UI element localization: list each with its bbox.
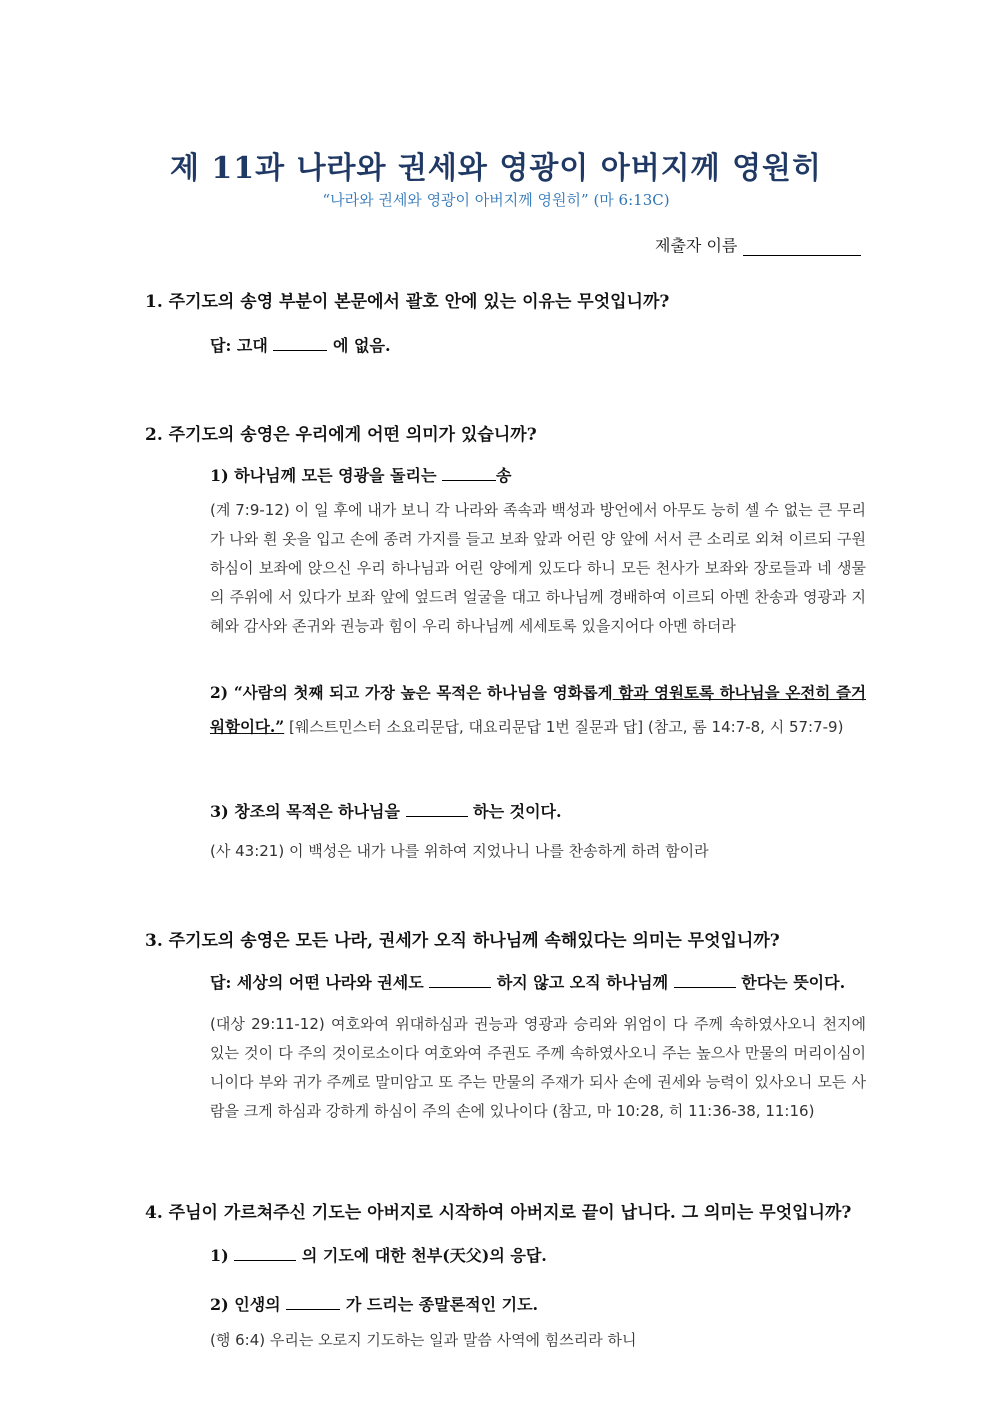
- q2-item-2-quote-b: 함과 영원토록 하나님을 온전히 즐거워: [210, 683, 867, 736]
- answer-3-blank-1[interactable]: [429, 973, 491, 988]
- submitter-label: 제출자 이름: [655, 236, 738, 255]
- q4-item-2-prefix: 2) 인생의: [210, 1295, 281, 1314]
- answer-1: [210, 333, 391, 356]
- q4-item-2: [210, 1292, 538, 1315]
- q2-item-2-quote-a: 2) “사람의 첫째 되고 가장 높은 목적은 하나님을 영화롭게: [210, 683, 613, 702]
- q4-item-2-blank[interactable]: [286, 1295, 340, 1310]
- q2-item-3: [210, 799, 562, 822]
- answer-3-suffix: 한다는 뜻이다.: [741, 973, 846, 992]
- q2-item-1-prefix: 1) 하나님께 모든 영광을 돌리는: [210, 466, 437, 485]
- q4-item-1-blank[interactable]: [234, 1246, 296, 1261]
- answer-1-suffix: 에 없음.: [333, 336, 391, 355]
- q3-reference: (대상 29:11-12) 여호와여 위대하심과 권능과 영광과 승리와 위엄이 다 주께 속하였사오니 천지에 있는 것이 다 주의 것이로소이다 여호와여 주권도 주께 속하였사오니 주는 높으사 만물의 머리이심이니이다 부와 귀가 주께로 말미암고 또 주는 만물의 주재가 되사 손에 권세와 능력이 있사오니 모든 사람을 크게 하심과 강하게 하심이 주의 손에 있나이다 (참고, 마 10:28, 히 11:36-38, 11:16): [210, 1015, 866, 1120]
- q2-item-3-suffix: 하는 것이다.: [473, 802, 562, 821]
- answer-3-blank-2[interactable]: [674, 973, 736, 988]
- q2-item-1-suffix: 송: [496, 466, 512, 485]
- q2-item-1: [210, 463, 512, 486]
- q2-item-3-reference: (사 43:21) 이 백성은 내가 나를 위하여 지었나니 나를 찬송하게 하려 함이라: [210, 842, 709, 860]
- answer-1-prefix: 답: 고대: [210, 336, 268, 355]
- q4-item-2-suffix: 가 드리는 종말론적인 기도.: [345, 1295, 539, 1314]
- question-1: 1. 주기도의 송영 부분이 본문에서 괄호 안에 있는 이유는 무엇입니까?: [145, 292, 670, 312]
- question-3: 3. 주기도의 송영은 모든 나라, 권세가 오직 하나님께 속해있다는 의미는 무엇입니까?: [145, 931, 780, 951]
- q4-item-1: [210, 1243, 547, 1266]
- question-2: 2. 주기도의 송영은 우리에게 어떤 의미가 있습니까?: [145, 425, 537, 445]
- q2-item-3-prefix: 3) 창조의 목적은 하나님을: [210, 802, 400, 821]
- answer-3-prefix: 답: 세상의 어떤 나라와 권세도: [210, 973, 424, 992]
- page-subtitle: “나라와 권세와 영광이 아버지께 영원히” (마 6:13C): [322, 191, 670, 209]
- q2-item-2-reference: [웨스트민스터 소요리문답, 대요리문답 1번 질문과 답] (참고, 롬 14:7-8, 시 57:7-9): [284, 718, 844, 736]
- answer-3: [210, 970, 845, 993]
- page-title: 제 11과 나라와 권세와 영광이 아버지께 영원히: [169, 151, 823, 186]
- answer-3-middle: 하지 않고 오직 하나님께: [496, 973, 669, 992]
- question-4: 4. 주님이 가르쳐주신 기도는 아버지로 시작하여 아버지로 끝이 납니다. 그 의미는 무엇입니까?: [145, 1203, 852, 1223]
- submitter-field: [655, 233, 870, 256]
- q2-item-1-blank[interactable]: [442, 466, 496, 481]
- q2-item-3-blank[interactable]: [406, 802, 468, 817]
- q4-reference: (행 6:4) 우리는 오로지 기도하는 일과 말씀 사역에 힘쓰리라 하니: [210, 1331, 637, 1349]
- q4-item-1-prefix: 1): [210, 1246, 229, 1265]
- submitter-blank[interactable]: [743, 240, 861, 256]
- q4-item-1-suffix: 의 기도에 대한 천부(天父)의 응답.: [301, 1246, 547, 1265]
- q2-item-2: [210, 676, 866, 744]
- answer-1-blank[interactable]: [273, 336, 327, 351]
- q2-item-2-quote-c: 함이다.”: [224, 717, 285, 736]
- q2-item-1-reference: (계 7:9-12) 이 일 후에 내가 보니 각 나라와 족속과 백성과 방언에서 아무도 능히 셀 수 없는 큰 무리가 나와 흰 옷을 입고 손에 종려 가지를 들고 보좌 앞과 어린 양 앞에 서서 큰 소리로 외쳐 이르되 구원하심이 보좌에 앉으신 우리 하나님과 어린 양에게 있도다 하니 모든 천사가 보좌와 장로들과 네 생물의 주위에 서 있다가 보좌 앞에 엎드려 얼굴을 대고 하나님께 경배하여 이르되 아멘 찬송과 영광과 지혜와 감사와 존귀와 권능과 힘이 우리 하나님께 세세토록 있을지어다 아멘 하더라: [210, 501, 866, 635]
